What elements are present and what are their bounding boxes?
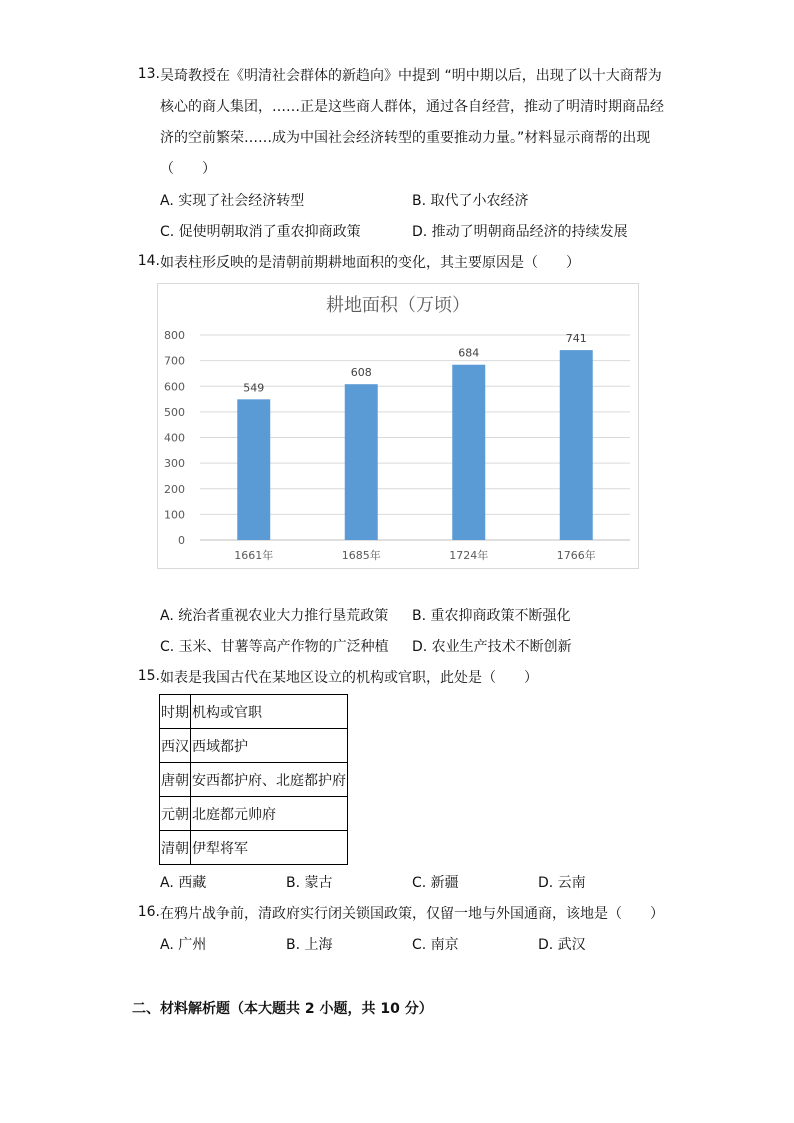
option-b[interactable]: B. 取代了小农经济 <box>412 193 529 209</box>
answer-blank: （ ） <box>160 161 216 177</box>
data-label: 549 <box>243 381 265 395</box>
option-c[interactable]: C. 南京 <box>412 937 459 953</box>
table-row <box>160 797 348 831</box>
option-c[interactable]: C. 新疆 <box>412 875 459 891</box>
option-b[interactable]: B. 上海 <box>286 937 333 953</box>
y-tick-label: 200 <box>164 482 185 496</box>
option-d[interactable]: D. 推动了明朝商品经济的持续发展 <box>412 224 628 240</box>
option-a[interactable]: A. 统治者重视农业大力推行垦荒政策 <box>160 608 389 624</box>
question-text-line: 核心的商人集团，……正是这些商人群体，通过各自经营，推动了明清时期商品经 <box>160 99 664 115</box>
table-cell: 唐朝 <box>160 763 191 797</box>
bar <box>560 350 593 540</box>
x-tick-label: 1724年 <box>449 549 489 562</box>
question-text-line: 如表是我国古代在某地区设立的机构或官职，此处是（ ） <box>160 670 538 686</box>
table-cell: 伊犁将军 <box>191 831 348 865</box>
table-cell: 安西都护府、北庭都护府 <box>191 763 348 797</box>
bar <box>237 399 270 540</box>
option-a[interactable]: A. 广州 <box>160 937 207 953</box>
question-number: 16. <box>137 904 160 920</box>
y-tick-label: 500 <box>164 405 185 419</box>
table-cell: 西域都护 <box>191 729 348 763</box>
x-tick-label: 1661年 <box>234 549 274 562</box>
chart-svg <box>158 284 638 568</box>
question-text-line: 济的空前繁荣……成为中国社会经济转型的重要推动力量。”材料显示商帮的出现 <box>160 130 651 146</box>
question-text-line: 在鸦片战争前，清政府实行闭关锁国政策，仅留一地与外国通商，该地是（ ） <box>160 906 664 922</box>
y-tick-label: 700 <box>164 354 185 368</box>
question-text-line: 如表柱形反映的是清朝前期耕地面积的变化，其主要原因是（ ） <box>160 255 580 271</box>
institution-table <box>159 694 348 865</box>
y-tick-label: 100 <box>164 508 185 522</box>
question-number: 15. <box>137 668 160 684</box>
question-number: 13. <box>137 66 160 82</box>
table-cell: 北庭都元帅府 <box>191 797 348 831</box>
question-text-line: 吴琦教授在《明清社会群体的新趋向》中提到 “明中期以后，出现了以十大商帮为 <box>160 68 662 84</box>
option-a[interactable]: A. 实现了社会经济转型 <box>160 193 305 209</box>
table-cell: 元朝 <box>160 797 191 831</box>
option-b[interactable]: B. 重农抑商政策不断强化 <box>412 608 571 624</box>
option-d[interactable]: D. 武汉 <box>538 937 586 953</box>
table-row <box>160 831 348 865</box>
data-label: 608 <box>350 366 372 380</box>
y-tick-label: 400 <box>164 431 185 445</box>
x-tick-label: 1766年 <box>556 549 596 562</box>
option-c[interactable]: C. 促使明朝取消了重农抑商政策 <box>160 224 361 240</box>
table-row <box>160 729 348 763</box>
bar <box>345 384 378 540</box>
bar-chart <box>157 283 639 569</box>
table-header-cell: 时期 <box>160 695 191 729</box>
table-row <box>160 763 348 797</box>
table-row <box>160 695 348 729</box>
data-label: 741 <box>565 332 587 346</box>
option-a[interactable]: A. 西藏 <box>160 875 207 891</box>
option-b[interactable]: B. 蒙古 <box>286 875 333 891</box>
option-d[interactable]: D. 云南 <box>538 875 586 891</box>
table-header-cell: 机构或官职 <box>191 695 348 729</box>
y-tick-label: 0 <box>178 534 185 547</box>
table-cell: 西汉 <box>160 729 191 763</box>
y-tick-label: 600 <box>164 380 185 394</box>
y-tick-label: 300 <box>164 457 185 471</box>
y-tick-label: 800 <box>164 329 185 342</box>
chart-title: 耕地面积（万顷） <box>326 295 470 316</box>
x-tick-label: 1685年 <box>341 549 381 562</box>
question-number: 14. <box>137 253 160 269</box>
option-c[interactable]: C. 玉米、甘薯等高产作物的广泛种植 <box>160 639 389 655</box>
bar <box>452 365 485 540</box>
table-cell: 清朝 <box>160 831 191 865</box>
option-d[interactable]: D. 农业生产技术不断创新 <box>412 639 572 655</box>
section-heading: 二、材料解析题（本大题共 2 小题，共 10 分） <box>132 1001 433 1017</box>
data-label: 684 <box>458 346 480 360</box>
